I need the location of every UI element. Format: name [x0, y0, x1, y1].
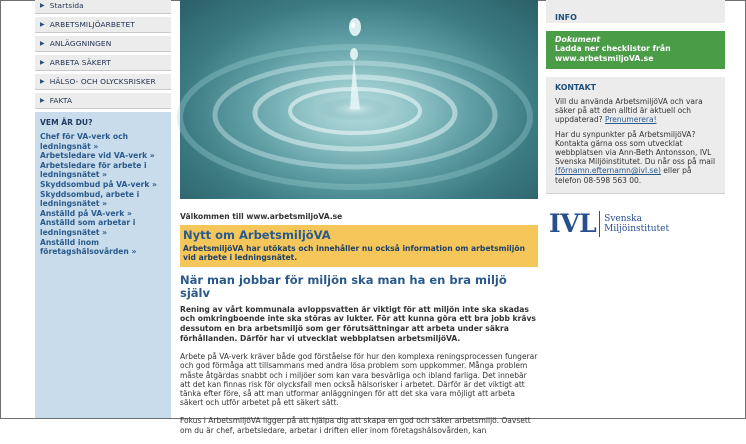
arrow-right-icon: ▶: [40, 77, 45, 85]
contact-subscribe-text: [555, 97, 716, 125]
nav-item-label: ANLÄGGNINGEN: [49, 38, 112, 48]
nav-item-anlaggningen[interactable]: [35, 36, 171, 52]
nav-item-halso-och-olycksrisker[interactable]: [35, 74, 171, 90]
contact-email-link[interactable]: (förnamn.efternamn@ivl.se): [555, 166, 661, 176]
news-text: ArbetsmiljöVA har utökats och innehåller nu också information om arbetsmiljön vid arbete i ledningsnätet.: [183, 244, 525, 263]
document-title: Dokument: [555, 35, 601, 44]
logo-line-2: Miljöinstitutet: [604, 224, 670, 234]
logo-line-1: Svenska: [604, 214, 642, 224]
contact-box: [546, 77, 725, 194]
nav-item-label: FAKTA: [49, 95, 73, 105]
contact-text-2: Har du synpunkter på ArbetsmiljöVA? Kontakta gärna oss som utvecklat webbplatsen via Ann-Beth Antonsson, IVL Svenska Miljöinstitutet. Du når oss på mail: [555, 129, 716, 167]
body-paragraph-1: Arbete på VA-verk kräver både god förståelse för hur den komplexa reningsprocessen fungerar och god förmåga att tillsammans med andra lösa problem som uppkommer. Många problem måste åtgärdas snabbt och i miljöer som kan vara besvärliga och ibland farliga. Det innebär att det kan finnas risk för olycksfall men också hälsorisker i arbetet. Därför är det viktigt att tänka efter före, så att man utformar anläggningen för att det ska vara möjligt att arbeta säkert och utför arbetet på ett säkert sätt.: [180, 352, 538, 408]
nav-item-arbeta-sakert[interactable]: [35, 55, 171, 71]
page-headline: När man jobbar för miljön ska man ha en bra miljö själv: [180, 272, 507, 301]
who-link-skyddsombud-ledningsnat[interactable]: Skyddsombud, arbete i ledningsnätet »: [40, 189, 140, 209]
contact-title: KONTAKT: [555, 83, 596, 92]
main-nav: [35, 0, 171, 112]
ivl-logo-mark: IVL: [549, 211, 600, 237]
nav-item-fakta[interactable]: [35, 93, 171, 109]
news-title: Nytt om ArbetsmiljöVA: [183, 228, 331, 242]
document-box[interactable]: [546, 31, 725, 69]
nav-item-label: ARBETA SÄKERT: [49, 57, 111, 67]
contact-text-3: eller på telefon 08-598 563 00.: [555, 166, 692, 185]
welcome-text: Välkommen till www.arbetsmiljoVA.se: [180, 212, 343, 221]
ivl-logo[interactable]: [549, 211, 725, 237]
info-label: INFO: [555, 13, 577, 22]
arrow-right-icon: ▶: [40, 39, 45, 47]
who-link-arbetsledare-ledningsnat[interactable]: Arbetsledare för arbete i ledningsnätet »: [40, 160, 147, 180]
nav-item-label: HÄLSO- OCH OLYCKSRISKER: [49, 76, 156, 86]
who-link-chef[interactable]: Chef för VA-verk och ledningsnät »: [40, 132, 129, 151]
document-download-link[interactable]: Ladda ner checklistor från www.arbetsmiljoVA.se: [555, 44, 671, 63]
nav-item-startsida[interactable]: [35, 0, 171, 14]
ivl-logo-text: [604, 214, 669, 234]
hero-water-drop-image: [180, 0, 538, 199]
who-link-foretagshalsovarden[interactable]: Anställd inom företagshälsovården »: [40, 237, 137, 257]
lead-paragraph: Rening av vårt kommunala avloppsvatten är viktigt för att miljön inte ska skadas och omkringboende inte ska störas av lukter. För att kunna göra ett bra jobb krävs dessutom en bra arbetsmiljö som ger förutsättningar att arbeta under säkra förhållanden. Därför har vi utvecklat webbplatsen arbetsmiljöVA.: [180, 304, 536, 343]
who-link-skyddsombud-va[interactable]: Skyddsombud på VA-verk »: [40, 179, 157, 189]
who-link-anstalld-ledningsnat[interactable]: Anställd som arbetar i ledningsnätet »: [40, 218, 136, 237]
arrow-right-icon: ▶: [40, 1, 45, 9]
nav-item-label: Startsida: [49, 0, 84, 10]
arrow-right-icon: ▶: [40, 96, 45, 104]
right-column: [546, 0, 725, 237]
news-box: [180, 225, 538, 267]
who-title: VEM ÄR DU?: [40, 118, 93, 127]
info-box[interactable]: [546, 0, 725, 23]
nav-item-arbetsmiljoarbetet[interactable]: [35, 17, 171, 33]
who-link-anstalld-va[interactable]: Anställd på VA-verk »: [40, 208, 132, 218]
nav-item-label: ARBETSMILJÖARBETET: [49, 19, 135, 29]
water-drop-illustration: [180, 0, 538, 199]
arrow-right-icon: ▶: [40, 58, 45, 66]
main-content: [180, 212, 538, 444]
who-link-arbetsledare-va[interactable]: Arbetsledare vid VA-verk »: [40, 151, 155, 161]
contact-text-1: Vill du använda ArbetsmiljöVA och vara säker på att den alltid är aktuell och uppdaterad?: [555, 97, 703, 125]
arrow-right-icon: ▶: [40, 20, 45, 28]
who-are-you-panel: [35, 112, 171, 418]
subscribe-link[interactable]: Prenumerera!: [605, 115, 657, 125]
body-paragraph-2: Fokus i ArbetsmiljöVA ligger på att hjälpa dig att skapa en god och säker arbetsmiljö. Oavsett om du är chef, arbetsledare, arbetar i driften eller inom företagshälsovården, kan: [180, 416, 531, 435]
contact-feedback-text: [555, 130, 716, 185]
